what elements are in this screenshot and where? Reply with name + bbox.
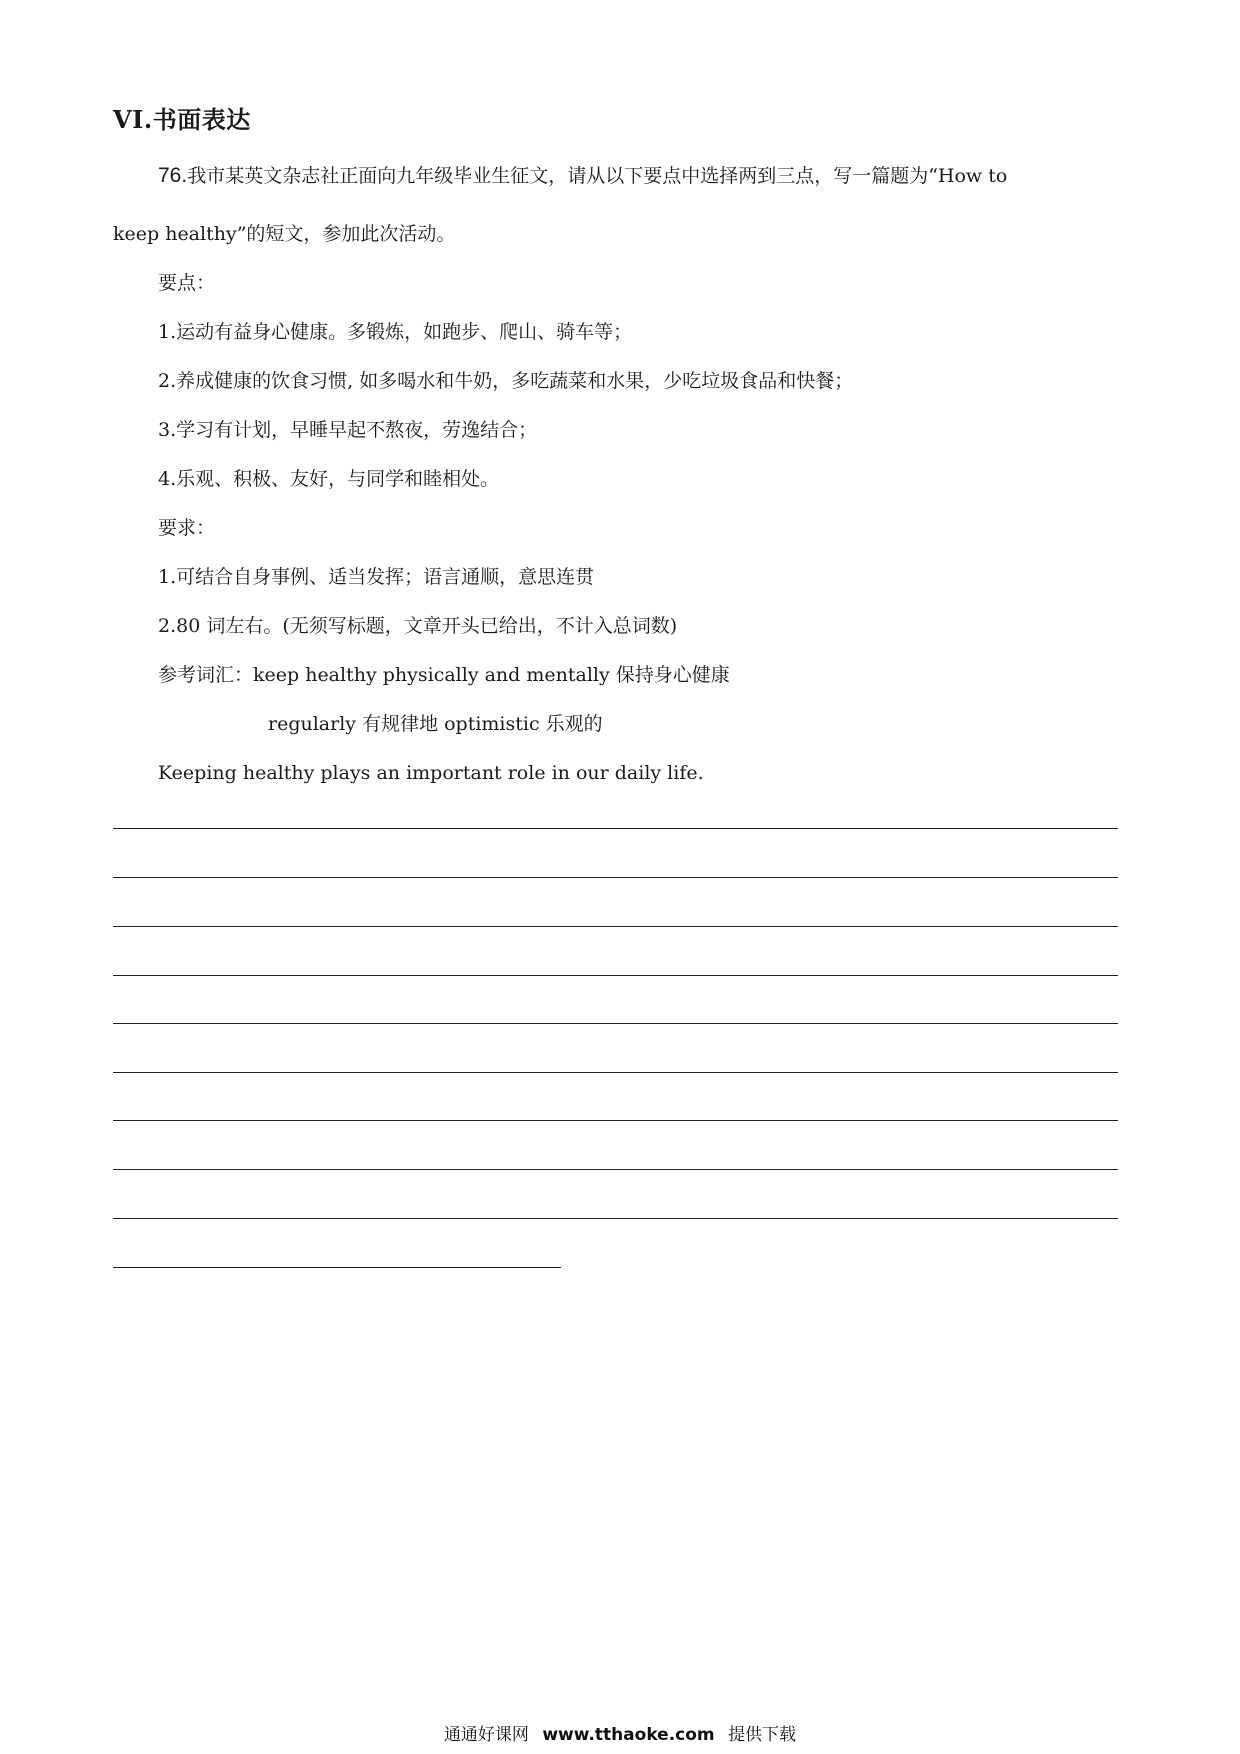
footer-suffix: 提供下载 [728,1725,797,1745]
section-title: VI.书面表达 [113,105,251,134]
requirement-item: 2.80 词左右。(无须写标题，文章开头已给出，不计入总词数) [158,615,678,637]
opening-sentence: Keeping healthy plays an important role in our daily life. [158,762,704,784]
answer-line [113,1218,1118,1219]
point-item: 1.运动有益身心健康。多锻炼，如跑步、爬山、骑车等； [158,321,633,343]
vocabulary-line1: 参考词汇：keep healthy physically and mentally 保持身心健康 [158,664,730,686]
question-prompt-line2: keep healthy”的短文，参加此次活动。 [113,223,456,245]
question-prompt-line1 [158,163,1007,189]
answer-line-last [113,1267,561,1268]
answer-line [113,926,1118,927]
footer-url[interactable]: www.tthaoke.com [542,1725,715,1745]
answer-line [113,1120,1118,1121]
answer-line [113,877,1118,878]
page-footer [0,1720,1240,1745]
points-heading: 要点： [158,272,216,294]
vocabulary-line2: regularly 有规律地 optimistic 乐观的 [268,713,603,735]
point-item: 3.学习有计划，早睡早起不熬夜，劳逸结合； [158,419,538,441]
question-number: 76. [158,164,188,187]
requirement-item: 1.可结合自身事例、适当发挥；语言通顺，意思连贯 [158,566,595,588]
question-prompt-text: 我市某英文杂志社正面向九年级毕业生征文，请从以下要点中选择两到三点，写一篇题为“How to [187,165,1008,187]
answer-line [113,975,1118,976]
footer-site-name: 通通好课网 [443,1725,529,1745]
point-item: 2.养成健康的饮食习惯, 如多喝水和牛奶，多吃蔬菜和水果，少吃垃圾食品和快餐； [158,370,854,392]
requirements-heading: 要求： [158,517,216,539]
answer-line [113,1169,1118,1170]
answer-line [113,1072,1118,1073]
point-item: 4.乐观、积极、友好，与同学和睦相处。 [158,468,500,490]
answer-line [113,1023,1118,1024]
answer-line [113,828,1118,829]
